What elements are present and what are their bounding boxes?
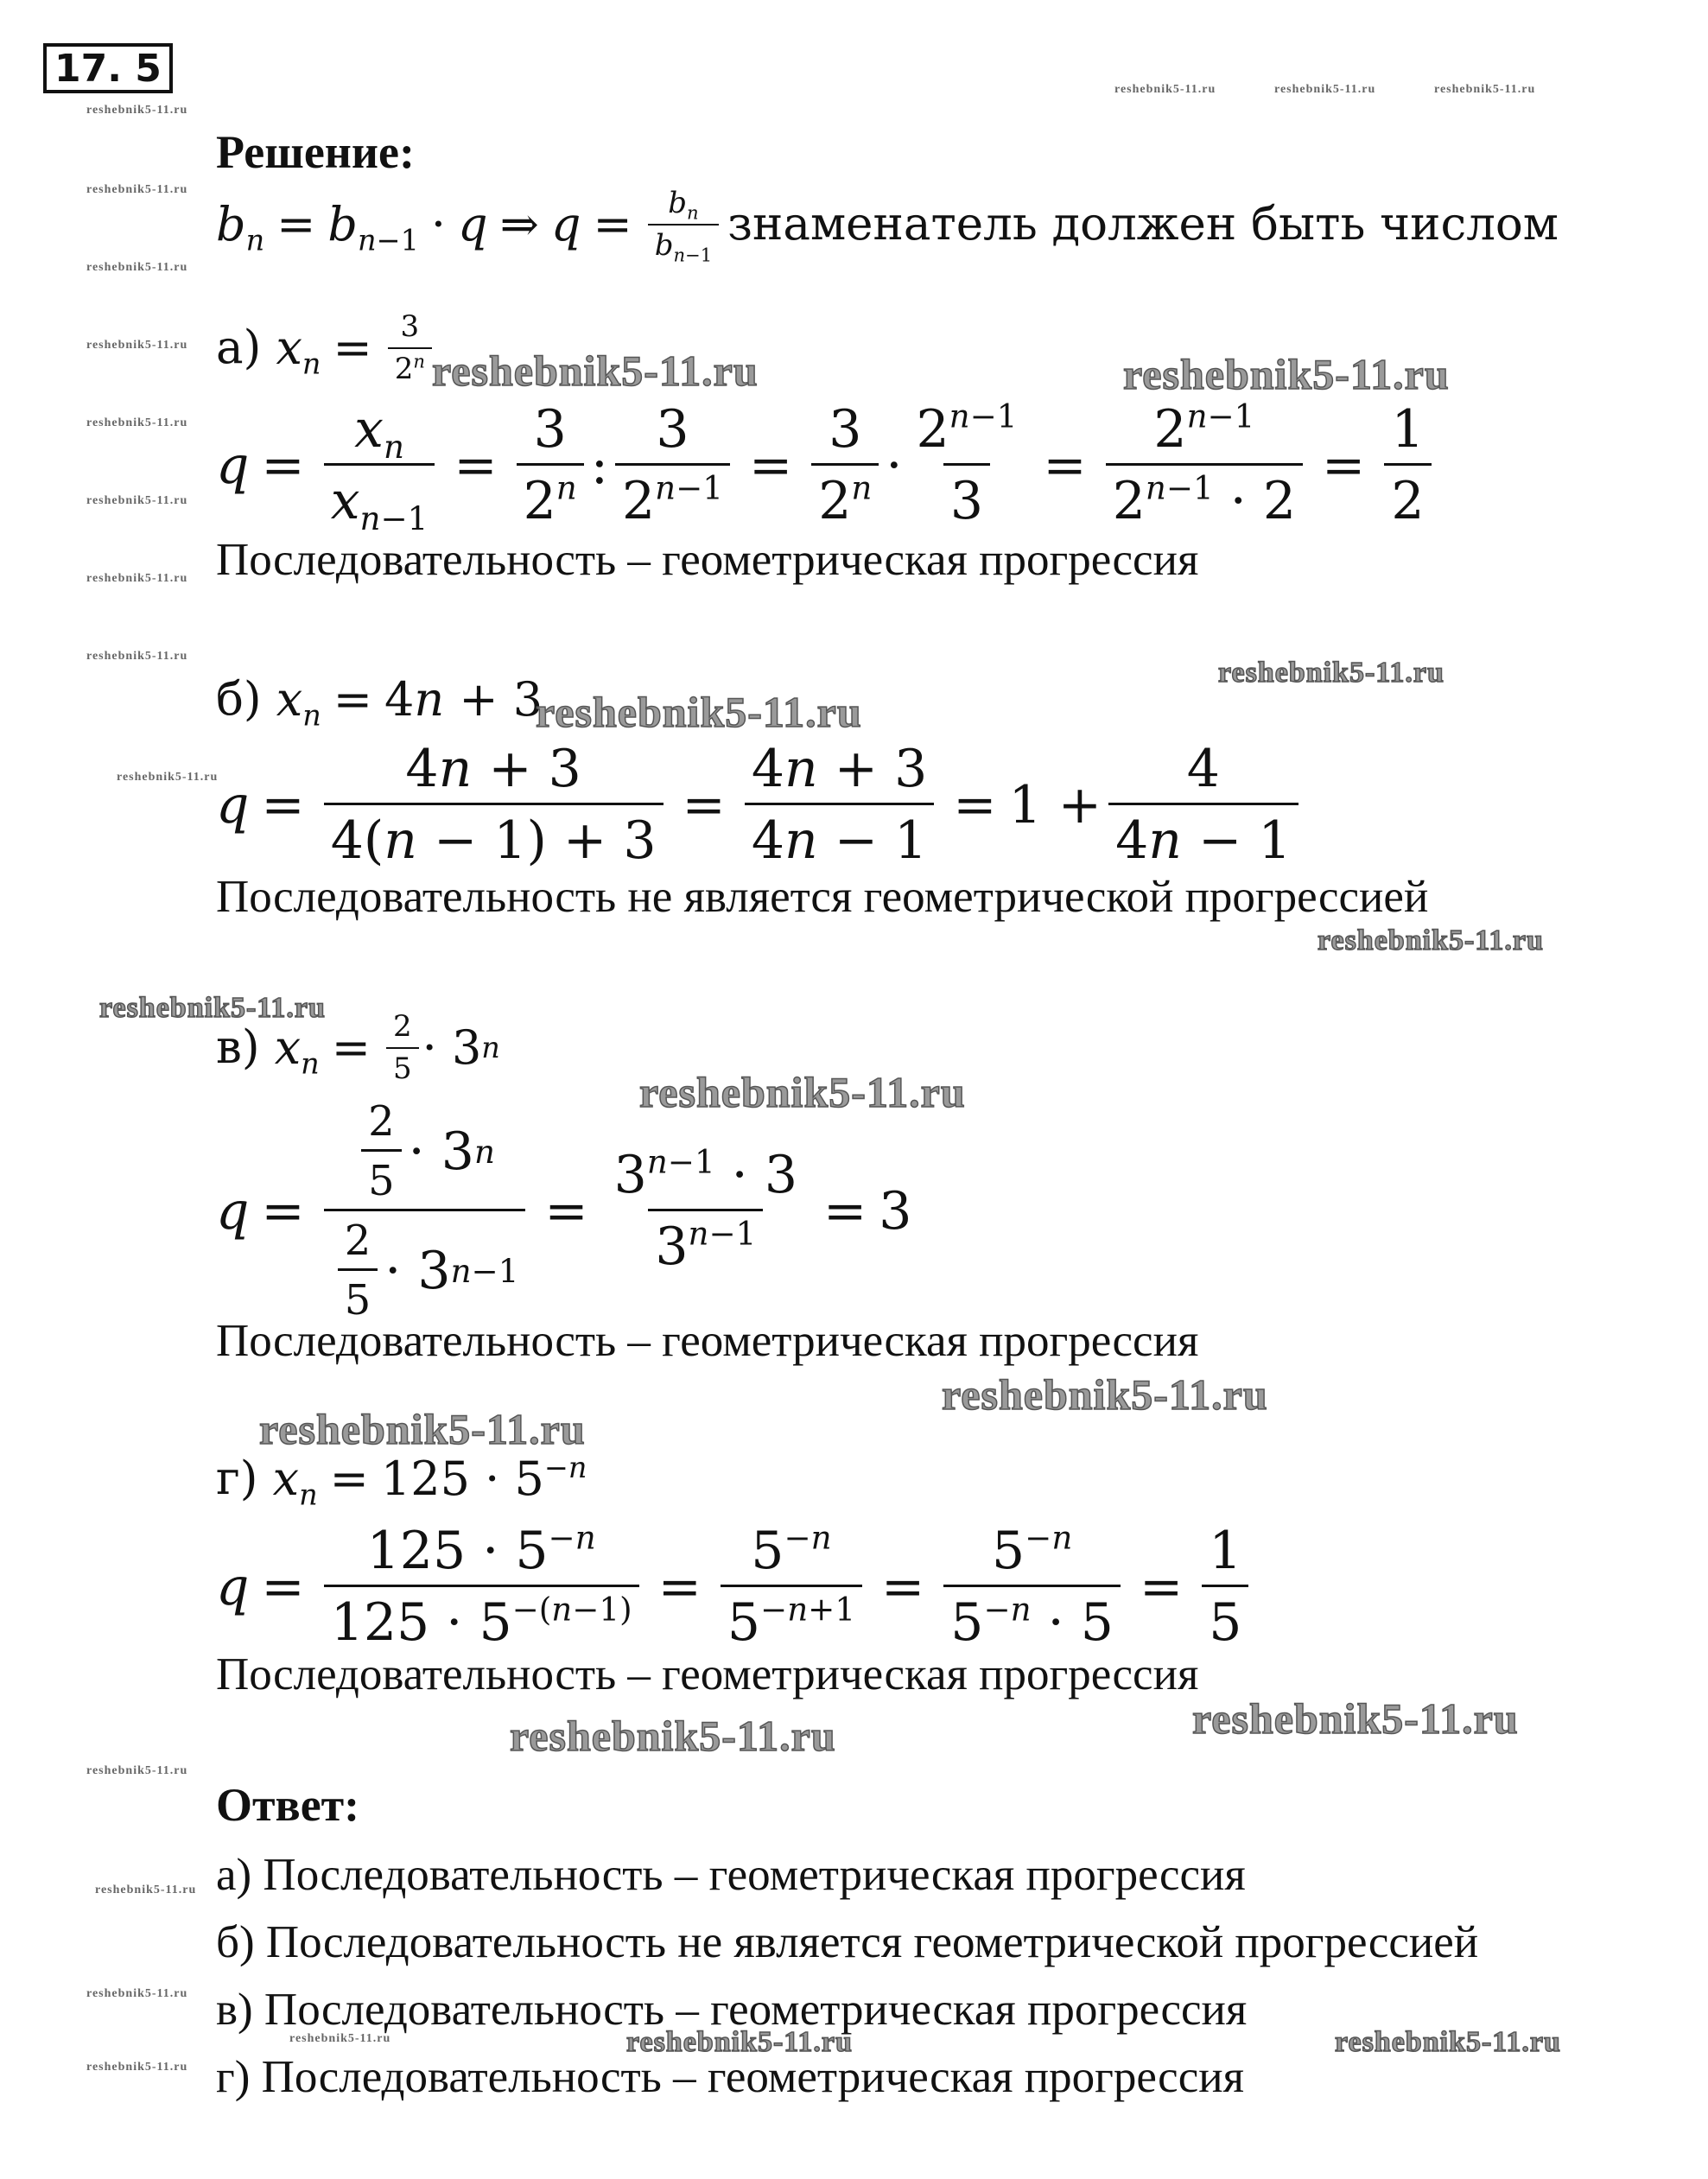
part-b-given: б) $x_n$ = 4n + 3 <box>216 672 543 733</box>
part-c-conclusion: Последовательность – геометрическая прогрессия <box>216 1316 1199 1366</box>
watermark: reshebnik5-11.ru <box>86 494 188 507</box>
watermark: reshebnik5-11.ru <box>1318 924 1544 956</box>
watermark: reshebnik5-11.ru <box>99 992 326 1024</box>
watermark: reshebnik5-11.ru <box>1335 2026 1561 2058</box>
part-d-computation: q = $\frac{125 \cdot 5^{-n}}{125 \cdot 5^{-(n-1)}}$ = $\frac{5^{-n}}{5^{-n+1}}$ = $\frac{5^{-n}}{5^{-n} \cdot 5}$ = $\frac{1}{5}$ <box>216 1521 1255 1653</box>
watermark: reshebnik5-11.ru <box>95 1884 197 1896</box>
part-b-conclusion: Последовательность не является геометрической прогрессией <box>216 872 1429 922</box>
watermark: reshebnik5-11.ru <box>942 1370 1268 1419</box>
part-a-given: а) $x_n$ = $\frac{3}{2^n}$ <box>216 309 435 386</box>
watermark: reshebnik5-11.ru <box>536 688 862 736</box>
part-b-label: б) <box>216 673 262 726</box>
answer-heading: Ответ: <box>216 1779 360 1831</box>
part-d-label: г) <box>216 1452 258 1505</box>
part-d-given: г) $x_n$ = $125 \cdot 5^{-n}$ <box>216 1450 587 1512</box>
watermark: reshebnik5-11.ru <box>117 771 219 784</box>
watermark: reshebnik5-11.ru <box>86 1987 188 2000</box>
answer-b: б) Последовательность не является геометрической прогрессией <box>216 1917 1479 1967</box>
watermark: reshebnik5-11.ru <box>86 183 188 196</box>
watermark: reshebnik5-11.ru <box>432 346 759 395</box>
answer-a: а) Последовательность – геометрическая прогрессия <box>216 1850 1246 1900</box>
watermark: reshebnik5-11.ru <box>86 650 188 663</box>
watermark: reshebnik5-11.ru <box>86 572 188 585</box>
watermark: reshebnik5-11.ru <box>259 1405 586 1453</box>
watermark: reshebnik5-11.ru <box>1123 350 1450 398</box>
watermark: reshebnik5-11.ru <box>1192 1694 1519 1743</box>
part-c-given: в) $x_n$ = $\frac{2}{5}$ · 3 n <box>216 1009 500 1086</box>
watermark: reshebnik5-11.ru <box>639 1068 966 1116</box>
part-d-conclusion: Последовательность – геометрическая прогрессия <box>216 1649 1199 1699</box>
part-c-computation: q = $\frac{2}{5}$ · 3 n $\frac{2}{5}$ · 3 n−1 = $\frac{3^{n-1} \cdot 3}{3^{n-1}}$ = 3 <box>216 1097 912 1325</box>
answer-c: в) Последовательность – геометрическая прогрессия <box>216 1985 1248 2035</box>
watermark: reshebnik5-11.ru <box>86 2061 188 2074</box>
part-a-computation: q = $\frac{x_n}{x_{n-1}}$ = $\frac{3}{2^n}$ : $\frac{3}{2^{n-1}}$ = $\frac{3}{2^n}$ · $\frac{2^{n-1}}{3}$ = $\frac{2^{n-1}}{2^{n-1} \cdot 2}$ = $\frac{1}{2}$ <box>216 399 1438 531</box>
intro-note: знаменатель должен быть числом <box>727 198 1559 251</box>
watermark: reshebnik5-11.ru <box>1274 83 1376 96</box>
watermark: reshebnik5-11.ru <box>86 416 188 429</box>
part-a-conclusion: Последовательность – геометрическая прогрессия <box>216 535 1199 585</box>
watermark: reshebnik5-11.ru <box>1218 657 1444 689</box>
watermark: reshebnik5-11.ru <box>1114 83 1216 96</box>
answer-d: г) Последовательность – геометрическая прогрессия <box>216 2052 1244 2102</box>
intro-formula: $b_n$ = $b_{n-1}$ · q ⇒ q = $\frac{b_n}{b_{n-1}}$ знаменатель должен быть числом <box>216 186 1559 266</box>
watermark: reshebnik5-11.ru <box>86 261 188 274</box>
watermark: reshebnik5-11.ru <box>289 2032 391 2045</box>
part-c-label: в) <box>216 1021 260 1074</box>
problem-number: 17. 5 <box>43 43 173 93</box>
watermark: reshebnik5-11.ru <box>626 2026 853 2058</box>
watermark: reshebnik5-11.ru <box>510 1712 836 1760</box>
part-a-label: а) <box>216 321 262 374</box>
solution-heading: Решение: <box>216 126 415 178</box>
watermark: reshebnik5-11.ru <box>86 104 188 117</box>
watermark: reshebnik5-11.ru <box>86 1764 188 1777</box>
watermark: reshebnik5-11.ru <box>86 339 188 352</box>
watermark: reshebnik5-11.ru <box>1434 83 1536 96</box>
part-b-computation: q = $\frac{4n + 3}{4(n - 1) + 3}$ = $\frac{4n + 3}{4n - 1}$ = 1 + $\frac{4}{4n - 1}$ <box>216 739 1305 871</box>
